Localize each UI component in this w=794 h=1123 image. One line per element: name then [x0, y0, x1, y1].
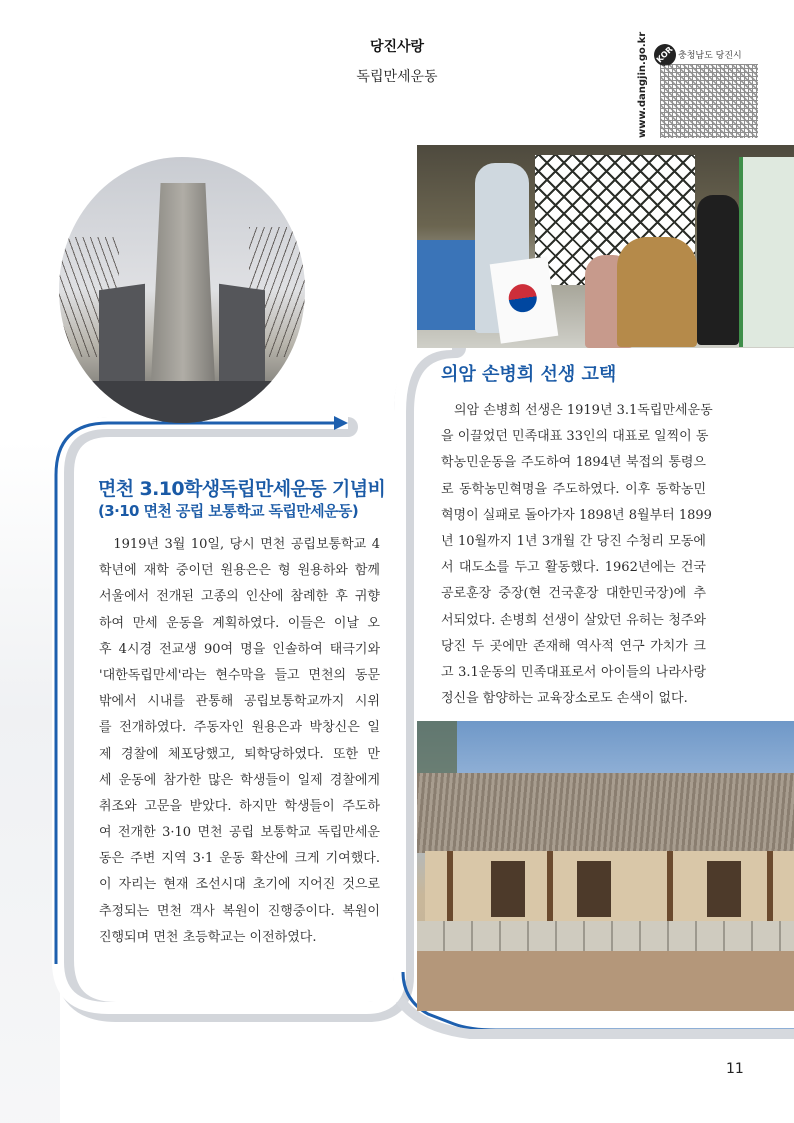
text-line: 세 운동에 참가한 많은 학생들이 일제 경찰에게 [99, 772, 380, 788]
ground [417, 951, 794, 1011]
left-article-body [99, 532, 380, 951]
text-line: 로 동학농민혁명을 주도하였다. 이후 동학농민 [441, 481, 706, 497]
text-line: 을 이끌었던 민족대표 33인의 대표로 일찍이 동 [441, 429, 709, 445]
house-beam [667, 851, 673, 931]
tent-image [417, 240, 477, 330]
right-article-title: 의암 손병희 선생 고택 [441, 364, 617, 385]
old-house-photo [417, 721, 794, 1011]
text-line: 서 대도소를 두고 활동했다. 1962년에는 건국 [441, 560, 706, 576]
text-line: 년 10월까지 1년 3개월 간 당진 수청리 모동에 [441, 533, 706, 549]
text-line: 를 전개하였다. 주동자인 원용은과 박창신은 일 [99, 720, 380, 736]
text-line: '대한독립만세'라는 현수막을 들고 면천의 동문 [99, 667, 380, 683]
text-line: 당진 두 곳에만 존재해 역사적 연구 가치가 크 [441, 638, 706, 654]
stone-wall [417, 921, 794, 951]
header-subtitle: 독립만세운동 [356, 69, 438, 85]
text-line: 제 경찰에 체포당했고, 퇴학당하였다. 또한 만 [99, 746, 380, 762]
house-door [707, 861, 741, 917]
text-line: 학농민운동을 주도하여 1894년 북접의 통령으 [441, 455, 706, 471]
qr-url: www.dangjin.go.kr [637, 31, 648, 138]
person-figure [697, 195, 739, 345]
left-article-title: 면천 3.10학생독립만세운동 기념비 [98, 478, 386, 500]
text-line: 서되었다. 손병희 선생이 살았던 유허는 청주와 [441, 612, 706, 628]
text-line: 1919년 3월 10일, 당시 면천 공립보통학교 4 [99, 537, 380, 552]
house-beam [547, 851, 553, 931]
text-line: 의암 손병희 선생은 1919년 3.1독립만세운동 [441, 403, 713, 418]
text-line: 혁명이 실패로 돌아가자 1898년 8월부터 1899 [441, 507, 712, 523]
thatched-roof [417, 773, 794, 853]
text-line: 고 3.1운동의 민족대표로서 아이들의 나라사랑 [441, 664, 706, 680]
house-beam [447, 851, 453, 931]
monument-photo [59, 157, 305, 423]
header-title: 당진사랑 [369, 39, 425, 55]
house-door [577, 861, 611, 917]
text-line: 정신을 함양하는 교육장소로도 손색이 없다. [441, 691, 688, 707]
page-number: 11 [726, 1061, 744, 1077]
monument-wing [219, 284, 265, 390]
monument-base [79, 381, 285, 423]
tree-image [417, 721, 457, 781]
text-line: 학년에 재학 중이던 원용은은 형 원용하와 함께 [99, 563, 380, 579]
house-beam [767, 851, 773, 931]
text-line: 서울에서 전개된 고종의 인산에 참례한 후 귀향 [99, 589, 380, 605]
text-line: 여 전개한 3·10 면천 공립 보통학교 독립만세운 [99, 825, 380, 841]
text-line: 하여 만세 운동을 계획하였다. 이들은 이날 오 [99, 615, 380, 631]
text-line: 취조와 고문을 받았다. 하지만 학생들이 주도하 [99, 798, 380, 814]
text-line: 동은 주변 지역 3·1 운동 확산에 크게 기여했다. [99, 851, 380, 867]
text-line: 추정되는 면천 객사 복원이 진행중이다. 복원이 [99, 903, 380, 919]
text-line: 진행되며 면천 초등학교는 이전하였다. [99, 929, 317, 945]
monument-stone [151, 183, 215, 383]
person-figure [617, 237, 697, 347]
kor-logo-icon: KOR [649, 39, 680, 70]
banner-image [739, 157, 794, 347]
taegukgi-flag-icon [490, 256, 559, 343]
house-door [491, 861, 525, 917]
qr-label: 충청남도 당진시 [678, 51, 742, 61]
text-line: 공로훈장 중장(현 건국훈장 대한민국장)에 추 [441, 586, 706, 602]
text-line: 이 자리는 현재 조선시대 초기에 지어진 것으로 [99, 877, 380, 893]
right-article-body [441, 398, 713, 712]
monument-wing [99, 284, 145, 390]
text-line: 밖에서 시내를 관통해 공립보통학교까지 시위 [99, 694, 380, 710]
left-article-subtitle: (3·10 면천 공립 보통학교 독립만세운동) [98, 502, 359, 520]
text-line: 후 4시경 전교생 90여 명을 인솔하여 태극기와 [99, 641, 380, 657]
reenactment-photo [417, 145, 794, 348]
